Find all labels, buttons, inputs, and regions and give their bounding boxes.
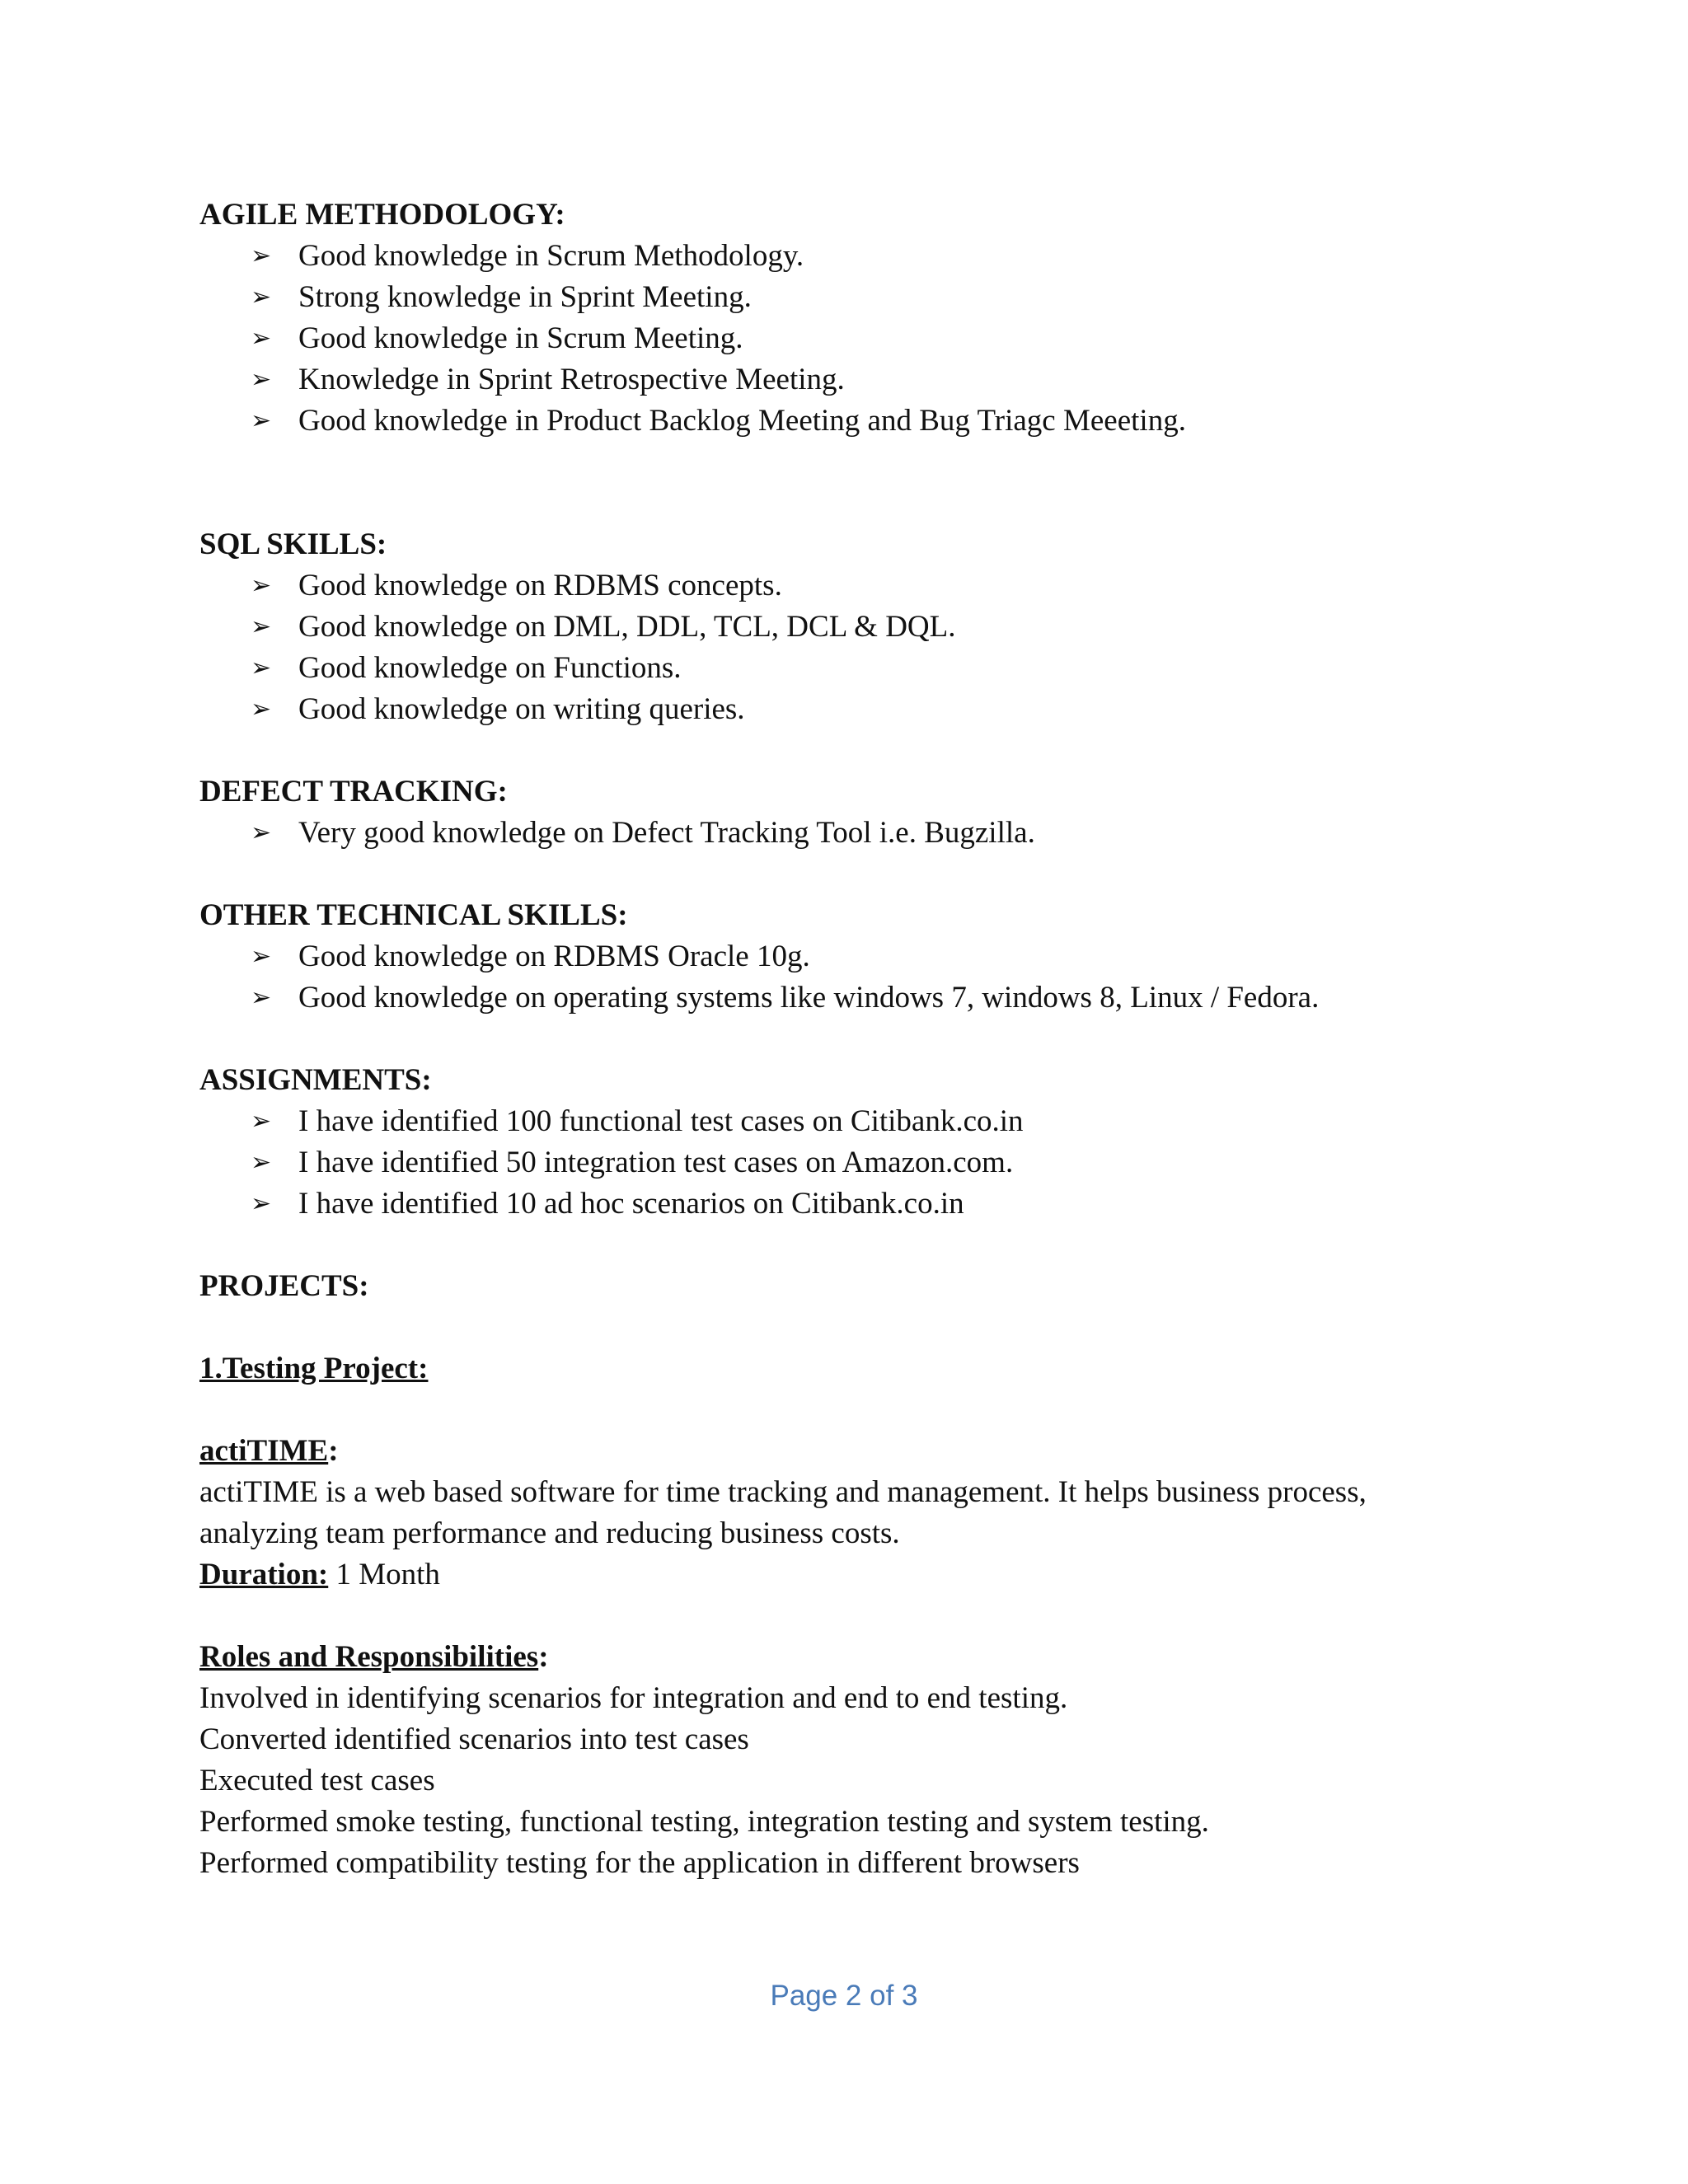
section-spacer — [199, 730, 1485, 771]
arrow-bullet-icon: ➢ — [251, 942, 272, 971]
page-number: Page 2 of 3 — [770, 1980, 918, 2012]
arrow-bullet-icon: ➢ — [251, 1189, 272, 1218]
document-body — [199, 194, 1485, 1884]
section-spacer — [199, 442, 1485, 524]
arrow-bullet-icon: ➢ — [251, 571, 272, 600]
list-item: ➢ Good knowledge on operating systems like windows 7, windows 8, Linux / Fedora. — [199, 977, 1485, 1019]
arrow-bullet-icon: ➢ — [251, 1107, 272, 1136]
role-line: Involved in identifying scenarios for integration and end to end testing. — [199, 1681, 1068, 1715]
role-line: Performed compatibility testing for the application in different browsers — [199, 1846, 1080, 1880]
list-item: ➢ Good knowledge in Scrum Meeting. — [199, 318, 1485, 359]
list-item: ➢ I have identified 10 ad hoc scenarios on Citibank.co.in — [199, 1183, 1485, 1225]
section-spacer — [199, 1225, 1485, 1266]
defect-heading: DEFECT TRACKING: — [199, 775, 508, 808]
list-item: ➢ Very good knowledge on Defect Tracking Tool i.e. Bugzilla. — [199, 813, 1485, 854]
arrow-bullet-icon: ➢ — [251, 324, 272, 353]
list-item: ➢ Good knowledge on writing queries. — [199, 689, 1485, 730]
list-item: ➢ Good knowledge in Scrum Methodology. — [199, 236, 1485, 277]
arrow-bullet-icon: ➢ — [251, 365, 272, 394]
section-spacer — [199, 1596, 1485, 1637]
sql-heading: SQL SKILLS: — [199, 527, 387, 561]
assignments-list — [199, 1101, 1485, 1225]
list-item: ➢ Knowledge in Sprint Retrospective Meeting. — [199, 359, 1485, 401]
arrow-bullet-icon: ➢ — [251, 695, 272, 724]
project-title: 1.Testing Project: — [199, 1352, 429, 1385]
roles-heading: Roles and Responsibilities: — [199, 1640, 549, 1674]
arrow-bullet-icon: ➢ — [251, 241, 272, 270]
project-name: actiTIME: — [199, 1434, 339, 1468]
list-item: ➢ I have identified 100 functional test cases on Citibank.co.in — [199, 1101, 1485, 1142]
list-item: ➢ Good knowledge in Product Backlog Meeting and Bug Triagc Meeeting. — [199, 401, 1485, 442]
role-line: Performed smoke testing, functional testing, integration testing and system testing. — [199, 1805, 1209, 1839]
list-item: ➢ I have identified 50 integration test cases on Amazon.com. — [199, 1142, 1485, 1183]
section-spacer — [199, 854, 1485, 895]
list-item: ➢ Good knowledge on RDBMS Oracle 10g. — [199, 936, 1485, 977]
section-spacer — [199, 1390, 1485, 1431]
section-spacer — [199, 1019, 1485, 1060]
arrow-bullet-icon: ➢ — [251, 654, 272, 682]
project-description: actiTIME is a web based software for time tracking and management. It helps business process, analyzing team performance and reducing business costs. — [199, 1475, 1367, 1550]
sql-list — [199, 565, 1485, 730]
list-item: ➢ Good knowledge on Functions. — [199, 648, 1485, 689]
arrow-bullet-icon: ➢ — [251, 283, 272, 312]
agile-list — [199, 236, 1485, 442]
other-skills-heading: OTHER TECHNICAL SKILLS: — [199, 898, 628, 932]
defect-list — [199, 813, 1485, 854]
assignments-heading: ASSIGNMENTS: — [199, 1063, 432, 1097]
role-line: Executed test cases — [199, 1764, 435, 1797]
agile-heading: AGILE METHODOLOGY: — [199, 198, 565, 232]
section-spacer — [199, 1307, 1485, 1348]
arrow-bullet-icon: ➢ — [251, 983, 272, 1012]
arrow-bullet-icon: ➢ — [251, 612, 272, 641]
list-item: ➢ Strong knowledge in Sprint Meeting. — [199, 277, 1485, 318]
list-item: ➢ Good knowledge on DML, DDL, TCL, DCL & DQL. — [199, 607, 1485, 648]
projects-heading: PROJECTS: — [199, 1269, 369, 1303]
arrow-bullet-icon: ➢ — [251, 1148, 272, 1177]
other-skills-list — [199, 936, 1485, 1019]
role-line: Converted identified scenarios into test cases — [199, 1722, 749, 1756]
project-duration: Duration: 1 Month — [199, 1558, 440, 1591]
arrow-bullet-icon: ➢ — [251, 406, 272, 435]
arrow-bullet-icon: ➢ — [251, 818, 272, 847]
list-item: ➢ Good knowledge on RDBMS concepts. — [199, 565, 1485, 607]
